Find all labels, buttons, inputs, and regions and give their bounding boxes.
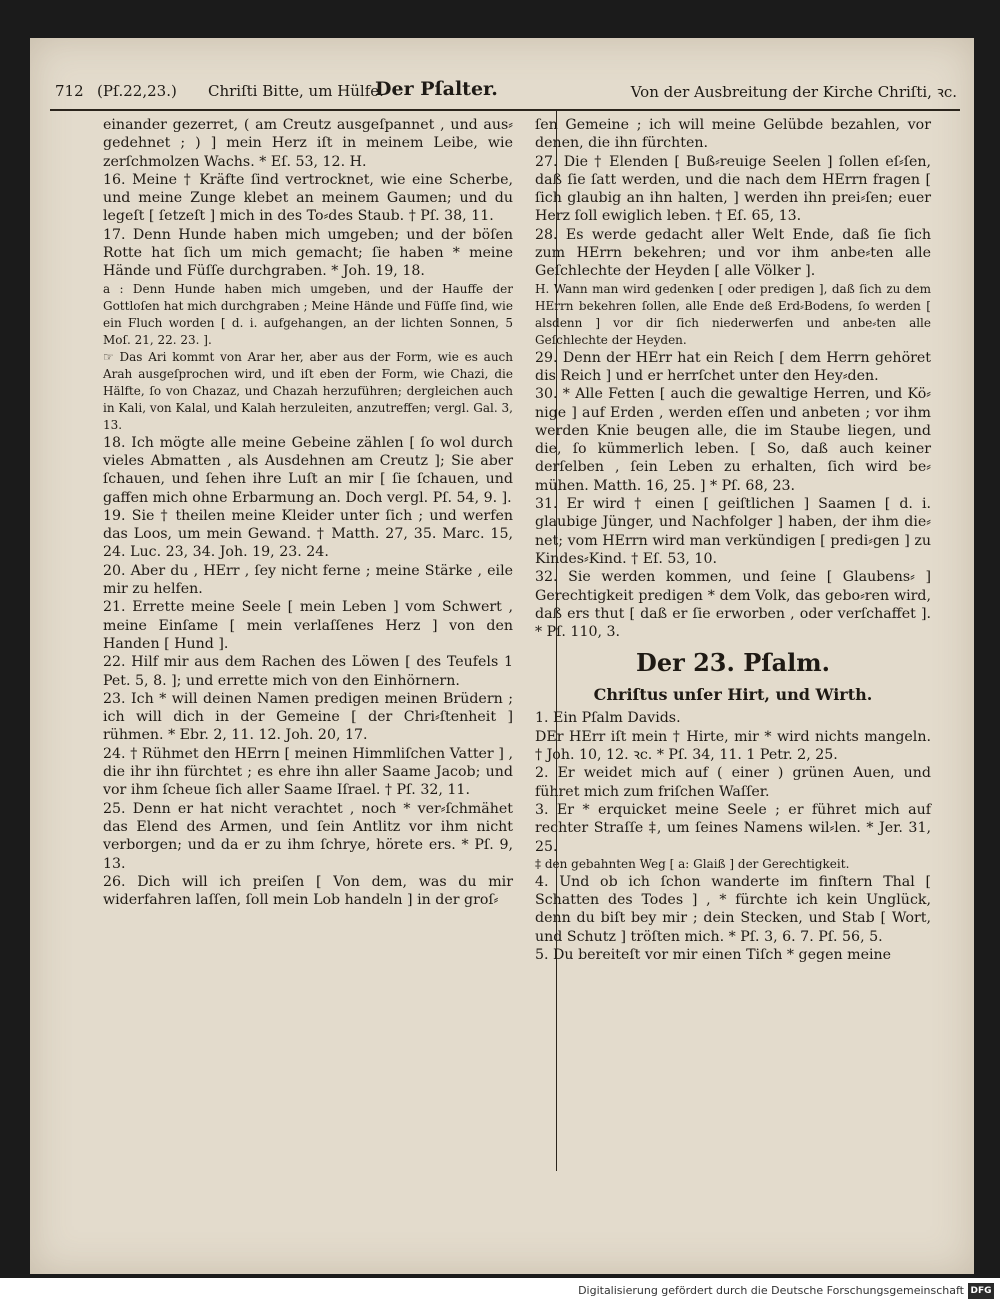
right-running-title: Von der Ausbreitung der Kirche Chriſti, ꝛc.: [630, 83, 957, 101]
verse-paragraph: 23. Ich * will deinen Namen predigen meinen Brüdern ; ich will dich in der Gemeine [ der Chri⸗ſtenheit ] rühmen. * Ebr. 2, 11. 12. Joh. 20, 17.: [103, 690, 513, 744]
verse-paragraph: einander gezerret, ( am Creutz ausgeſpannet , und aus⸗gedehnet ; ) ] mein Herz iſt in meinem Leibe, wie zerſchmolzen Wachs. * Eſ. 53, 12. H.: [103, 117, 513, 170]
verse-paragraph: 28. Es werde gedacht aller Welt Ende, daß ſie ſich zum HErrn bekehren; und vor ihm anbe⸗ten alle Geſchlechte der Heyden [ alle Völker ].: [535, 226, 931, 280]
verse-paragraph: 32. Sie werden kommen, und ſeine [ Glaubens⸗ ] Gerechtigkeit predigen * dem Volk, das gebo⸗ren wird, daß ers thut [ daß er ſie erworben , oder verſchaffet ]. * Pſ. 110, 3.: [535, 569, 931, 641]
chapter-reference: (Pſ.22,23.): [97, 82, 177, 100]
verse-paragraph: 3. Er * erquicket meine Seele ; er führet mich auf rechter Straſſe ‡, um ſeines Namens wil⸗len. * Jer. 31, 25.: [535, 801, 931, 855]
verse-paragraph: 30. * Alle Fetten [ auch die gewaltige Herren, und Kö⸗nige ] auf Erden , werden eſſen und anbeten ; vor ihm werden Knie beugen alle, die im Staube liegen, und die, ſo kümmerlich leben. [ So, daß auch keiner derſelben , ſein Leben zu erhalten, ſich wird be⸗mühen. Matth. 16, 25. ] * Pſ. 68, 23.: [535, 386, 931, 494]
verse-paragraph: DEr HErr iſt mein † Hirte, mir * wird nichts mangeln. † Joh. 10, 12. ꝛc. * Pſ. 34, 11. 1 Petr. 2, 25.: [535, 728, 931, 764]
verse-paragraph: 17. Denn Hunde haben mich umgeben; und der böſen Rotte hat ſich um mich gemacht; ſie haben * meine Hände und Füſſe durchgraben. * Joh. 19, 18.: [103, 226, 513, 280]
commentary-note: a : Denn Hunde haben mich umgeben, und der Hauffe der Gottloſen hat mich durchgraben ; Meine Hände und Füſſe ſind, wie ein Fluch worden [ d. i. aufgehangen, an der lichten Sonnen, 5 Moſ. 21, 22. 23. ].: [103, 281, 513, 347]
verse-paragraph: 29. Denn der HErr hat ein Reich [ dem Herrn gehöret dis Reich ] und er herrſchet unter den Hey⸗den.: [535, 349, 931, 384]
book-title: Der Pſalter.: [375, 78, 498, 100]
page-number: 712: [55, 82, 84, 100]
page-header: [52, 76, 957, 106]
verse-paragraph: 5. Du bereiteſt vor mir einen Tiſch * gegen meine: [535, 946, 892, 963]
verse-paragraph: 2. Er weidet mich auf ( einer ) grünen Auen, und führet mich zum friſchen Waſſer.: [535, 765, 931, 800]
commentary-note: H. Wann man wird gedenken [ oder predigen ], daß ſich zu dem HErrn bekehren ſollen, alle Ende deß Erd⸗Bodens, ſo werden [ alsdenn ] vor dir ſich niederwerfen und anbe⸗ten alle Geſchlechte der Heyden.: [535, 281, 931, 347]
verse-paragraph: 4. Und ob ich ſchon wanderte im finſtern Thal [ Schatten des Todes ] , * fürchte ich kein Unglück, denn du biſt bey mir ; dein Stecken, und Stab [ Wort, und Schutz ] tröſten mich. * Pſ. 3, 6. 7. Pſ. 56, 5.: [535, 873, 931, 945]
footer-bar: [0, 1278, 1000, 1306]
verse-paragraph: 22. Hilf mir aus dem Rachen des Löwen [ des Teufels 1 Pet. 5, 8. ]; und errette mich von den Einhörnern.: [103, 654, 513, 689]
verse-paragraph: 27. Die † Elenden [ Buß⸗reuige Seelen ] ſollen eſ⸗ſen, daß ſie ſatt werden, und die nach dem HErrn fragen [ ſich glaubig an ihn halten, ] werden ihn prei⸗ſen; euer Herz ſoll ewiglich leben. † Eſ. 65, 13.: [535, 153, 931, 225]
verse-paragraph: 18. Ich mögte alle meine Gebeine zählen [ ſo wol durch vieles Abmatten , als Ausdehnen am Creutz ]; Sie aber ſchauen, und ſehen ihre Luſt an mir [ ſie ſchauen, und gaffen mich ohne Erbarmung an. Doch vergl. Pſ. 54, 9. ].: [103, 434, 513, 506]
header-rule: [50, 109, 960, 111]
verse-paragraph: 20. Aber du , HErr , ſey nicht ferne ; meine Stärke , eile mir zu helfen.: [103, 562, 513, 598]
verse-paragraph: 25. Denn er hat nicht verachtet , noch * ver⸗ſchmähet das Elend des Armen, und ſein Antlitz vor ihm nicht verborgen; und da er zu ihm ſchrye, hörete ers. * Pſ. 9, 13.: [103, 800, 513, 872]
verse-paragraph: 26. Dich will ich preiſen [ Von dem, was du mir widerfahren laſſen, ſoll mein Lob handeln ] in der groſ⸗: [103, 873, 513, 909]
verse-paragraph: 1. Ein Pſalm Davids.: [535, 710, 681, 727]
commentary-note: ‡ den gebahnten Weg [ a: Glaiß ] der Gerechtigkeit.: [535, 856, 850, 871]
verse-paragraph: 31. Er wird † einen [ geiſtlichen ] Saamen [ d. i. glaubige Jünger, und Nachfolger ] haben, der ihm die⸗net; vom HErrn wird man verkündigen [ predi⸗gen ] zu Kindes⸗Kind. † Eſ. 53, 10.: [535, 496, 931, 567]
verse-paragraph: 21. Errette meine Seele [ mein Leben ] vom Schwert , meine Einſame [ mein verlaſſenes Herz ] von den Handen [ Hund ].: [103, 599, 513, 652]
psalm-title: Der 23. Pſalm.: [636, 648, 830, 678]
running-title: Chriſti Bitte, um Hülfe.: [208, 82, 384, 100]
verse-paragraph: 16. Meine † Kräfte ſind vertrocknet, wie eine Scherbe, und meine Zunge klebet an meinem Gaumen; und du legeſt [ ſetzeſt ] mich in des To⸗des Staub. † Pſ. 38, 11.: [103, 171, 513, 225]
book-page: [30, 38, 974, 1274]
funding-notice: Digitalisierung gefördert durch die Deutsche Forschungsgemeinschaft: [578, 1284, 964, 1297]
verse-paragraph: ſen Gemeine ; ich will meine Gelübde bezahlen, vor denen, die ihn fürchten.: [535, 117, 931, 152]
right-column: [535, 116, 931, 964]
commentary-note: ☞ Das Ari kommt von Arar her, aber aus der Form, wie es auch Arah ausgeſprochen wird, und iſt eben der Form, wie Chazi, die Hälfte, ſo von Chazaz, und Chazah herzuführen; dergleichen auch in Kali, von Kalal, und Kalah herzuleiten, anzutreffen; vergl. Gal. 3, 13.: [103, 349, 513, 432]
verse-paragraph: 19. Sie † theilen meine Kleider unter ſich ; und werfen das Loos, um mein Gewand. † Matth. 27, 35. Marc. 15, 24. Luc. 23, 34. Joh. 19, 23. 24.: [103, 507, 513, 561]
left-column: [103, 116, 513, 909]
dfg-logo: DFG: [968, 1283, 994, 1299]
verse-paragraph: 24. † Rühmet den HErrn [ meinen Himmliſchen Vatter ] , die ihr ihn fürchtet ; es ehre ihn aller Saame Jacob; und vor ihm ſcheue ſich aller Saame Iſrael. † Pſ. 32, 11.: [103, 745, 513, 799]
psalm-subtitle: Chriſtus unſer Hirt, und Wirth.: [593, 685, 873, 705]
